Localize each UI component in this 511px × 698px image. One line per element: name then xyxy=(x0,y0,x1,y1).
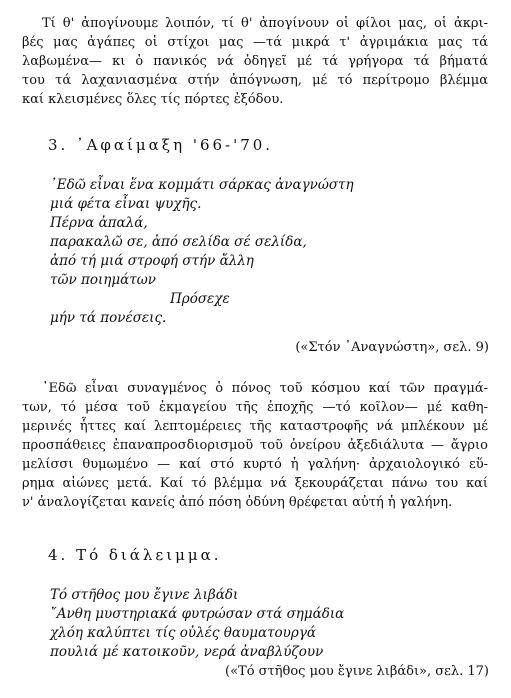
text-line: ν' ἀναλογίζεται κανείς ἀπό πόση ὀδύνη θρέφεται αὐτή ἡ γαλήνη. xyxy=(22,495,453,510)
section-3-poem xyxy=(50,176,490,328)
poem-line: Τό στῆθος μου ἔγινε λιβάδι xyxy=(50,587,239,603)
text-line: ρημα αἰώνες μετά. Καί τό βλέμμα νά ξεκουράζεται πάνω του καί xyxy=(22,476,488,491)
text-line: ᾿Εδῶ εἶναι συναγμένος ὁ πόνος τοῦ κόσμου καί τῶν πραγμά- xyxy=(42,381,488,396)
text-line: προσπάθειες ἐπαναπροσδιορισμοῦ τοῦ ὀνείρου ἀξεδιάλυτα — ἄγριο xyxy=(22,438,488,453)
poem-line: Πρόσεχε xyxy=(170,291,230,307)
section-4-poem xyxy=(50,586,490,662)
poem-line: παρακαλῶ σε, ἀπό σελίδα σέ σελίδα, xyxy=(50,234,307,250)
poem-line: Πέρνα ἀπαλά, xyxy=(50,215,148,231)
text-line: μελίσσι θυμωμένο — καί στό κυρτό ἡ γαλήνη· ἀρχαιολογικό εὕ- xyxy=(22,457,488,472)
poem-line: μιά φέτα εἶναι ψυχῆς. xyxy=(50,196,202,212)
commentary-paragraph xyxy=(22,379,488,512)
poem-line: ᾿Εδῶ εἶναι ἕνα κομμάτι σάρκας ἀναγνώστη xyxy=(50,177,354,193)
text-line: Τί θ' ἀπογίνουμε λοιπόν, τί θ' ἀπογίνουν οἱ φίλοι μας, οἱ ἀκρι- xyxy=(42,16,488,31)
poem-line: τῶν ποιημάτων xyxy=(50,272,156,288)
text-line: μερινές ἧττες καί λεπτομέρειες τῆς καταστροφῆς νά μπλέκουν μέ xyxy=(22,419,488,434)
poem-line: ῎Ανθη μυστηριακά φυτρώσαν στά σημάδια xyxy=(50,606,345,622)
poem-line: πουλιά μέ κατοικοῦν, νερά ἀναβλύζουν xyxy=(50,644,324,660)
section-4-heading: 4. Τό διάλειμμα. xyxy=(48,546,222,564)
section-3-heading: 3. ᾿Αφαίμαξη '66-'70. xyxy=(48,136,274,154)
section-4-citation: («Τό στῆθος μου ἔγινε λιβάδι», σελ. 17) xyxy=(225,664,489,679)
text-line: καί κλεισμένες ὅλες τίς πόρτες ἐξόδου. xyxy=(22,92,284,107)
section-3-citation: («Στόν ᾿Αναγνώστη», σελ. 9) xyxy=(295,340,489,355)
text-line: των, τό μέσα τοῦ ἐκμαγείου τῆς ἐποχῆς —τό κοῖλον— μέ καθη- xyxy=(22,400,488,415)
intro-paragraph xyxy=(22,14,488,109)
text-line: βές μας ἀγάπες οἱ στίχοι μας —τά μικρά τ' ἀγριμάκια μας τά xyxy=(22,35,488,50)
poem-line: χλόη καλύπτει τίς οὐλές θαυματουργά xyxy=(50,625,317,641)
poem-line: ἀπό τή μιά στροφή στήν ἄλλη xyxy=(50,253,254,269)
text-line: λαβωμένα— κι ὁ πανικός νά ὁδηγεῖ μέ τά γρήγορα τά βήματά xyxy=(22,54,488,69)
text-line: του τά λαχανιασμένα στήν ἀπόγνωση, μέ τό περίτρομο βλέμμα xyxy=(22,73,488,88)
poem-line: μήν τά πονέσεις. xyxy=(50,310,167,326)
